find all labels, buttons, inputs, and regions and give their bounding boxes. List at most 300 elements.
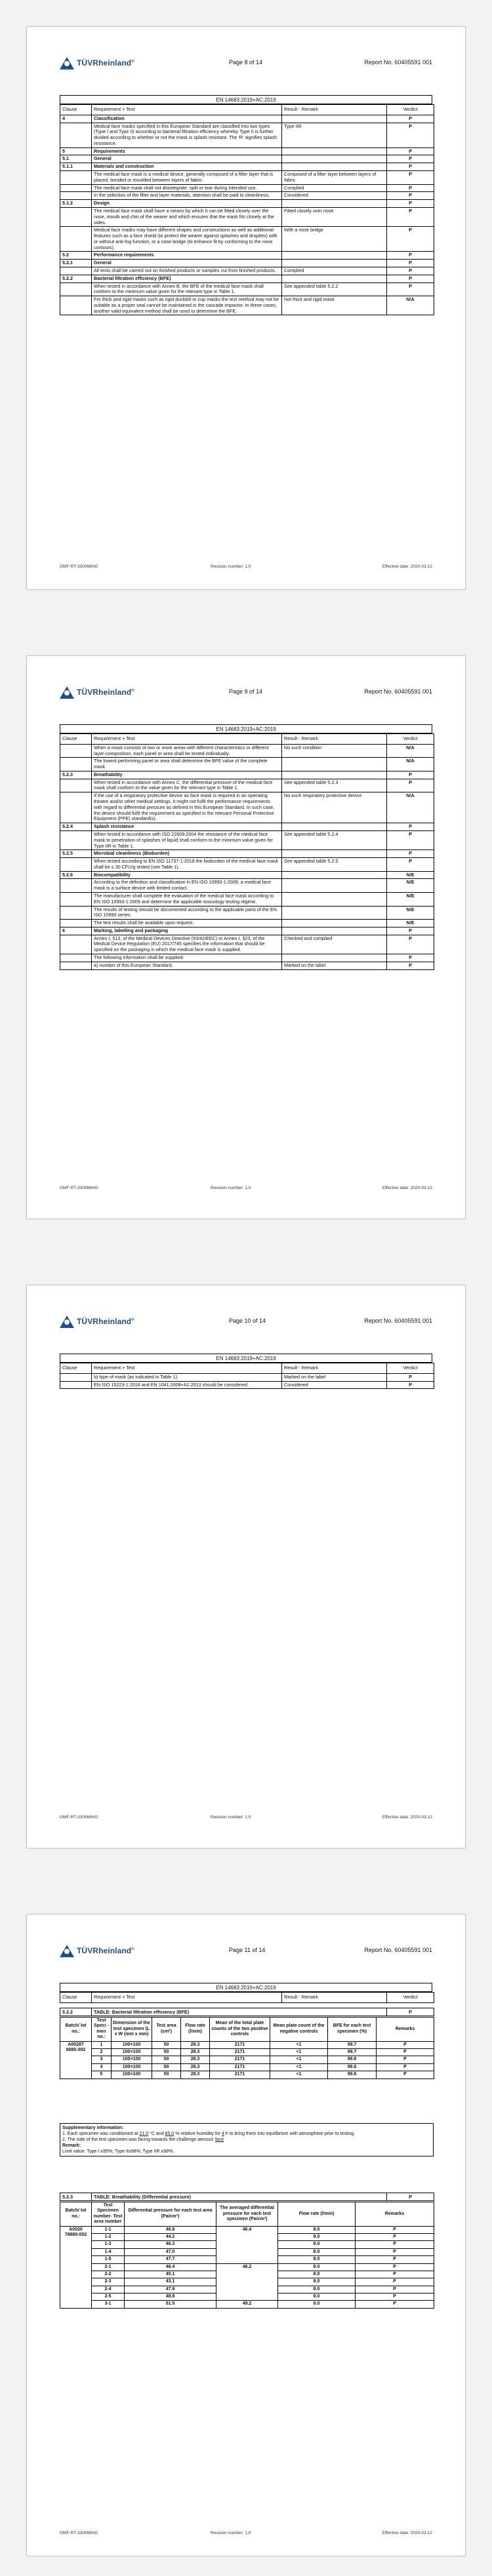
- table-row: [60, 260, 434, 267]
- cell-verdict: P: [387, 935, 434, 954]
- table-row: [60, 267, 434, 275]
- cell-requirement: When tested according to EN ISO 11737-1:2018 the bioburden of the medical face mask shall be ≤ 30 CFU/g tested (see Table 1).: [92, 858, 282, 872]
- cell-requirement: General: [92, 260, 282, 267]
- col-verdict: Verdict: [387, 105, 434, 115]
- remark: P: [356, 2226, 434, 2233]
- bfe-cell: 4: [92, 2063, 112, 2071]
- averaged-pressure: 49.2: [216, 2301, 278, 2308]
- breath-header: Test Specimen number- Test area number: [92, 2202, 125, 2227]
- bfe-cell: 50: [152, 2041, 181, 2048]
- cell-requirement: General: [92, 155, 282, 163]
- cell-verdict: P: [387, 962, 434, 969]
- cell-verdict: N/A: [387, 758, 434, 771]
- cell-result: Marked on the label: [282, 1373, 387, 1381]
- cell-result: [282, 200, 387, 208]
- cell-clause: [60, 296, 92, 315]
- cell-requirement: Breathability: [92, 771, 282, 779]
- breath-header: Batch/ lot no.:: [60, 2202, 92, 2227]
- cell-requirement: Medical face masks may have different shapes and constructions as well as additional features such as a face shield (to protect the wearer against splashes and droplets) with or without anti-fog function, or a nose bridge (to enhance fit by conforming to the nose contours).: [92, 227, 282, 252]
- conditioning-temperature: 21.0: [139, 2132, 149, 2137]
- cell-requirement: EN ISO 15223-1:2016 and EN 1041:2008+A1:2013 should be considered.: [92, 1381, 282, 1389]
- differential-pressure: 46.4: [125, 2263, 216, 2271]
- bfe-cell: 2171: [210, 2056, 270, 2063]
- cell-result: [282, 823, 387, 831]
- cell-requirement: The lowest performing panel or area shall determine the BFE value of the complete mask.: [92, 758, 282, 771]
- bfe-header: Test area (cm²): [152, 2018, 181, 2042]
- cell-clause: [60, 192, 92, 200]
- cell-clause: [60, 879, 92, 893]
- table-row: [60, 207, 434, 226]
- cell-result: [282, 879, 387, 893]
- remark: P: [356, 2278, 434, 2286]
- differential-pressure: 46.3: [125, 2241, 216, 2248]
- breath-header: The averaged differential pressure for each test specimen (Pa/cm²): [216, 2202, 278, 2227]
- cell-verdict: P: [387, 858, 434, 872]
- col-clause: Clause: [60, 105, 92, 115]
- flow-rate: 8.0: [278, 2226, 356, 2233]
- bfe-cell: 28.3: [181, 2071, 210, 2078]
- cell-requirement: The medical face mask shall have a means by which it can be fitted closely over the nose, mouth and chin of the wearer and which ensures that the mask fits closely at the sides.: [92, 207, 282, 226]
- cell-verdict: N/A: [387, 792, 434, 823]
- col-requirement: Requirement + Test: [92, 734, 282, 745]
- remark: P: [356, 2271, 434, 2278]
- report-number: Report No. 60405591 001: [364, 1947, 432, 1953]
- batch-number: A00287 8880-002: [60, 2041, 92, 2078]
- cell-result: [282, 260, 387, 267]
- cell-verdict: P: [387, 283, 434, 296]
- table-row: [60, 252, 434, 260]
- bfe-header: BFE for each test specimen (%): [328, 2018, 377, 2042]
- averaged-pressure: 46.2: [216, 2263, 278, 2301]
- bfe-cell: 100×100: [112, 2056, 152, 2063]
- cell-result: Complied: [282, 184, 387, 192]
- report-page-11: TÜVRheinland® Page 11 of 14 Report No. 60405591 001 EN 14683:2019+AC:2019 Clause Requirement + Test Result - Remark Verdict 5.2.2 TABLE: Bacterial filtration efficiency (BFE) P Batch/ lot no.: Test Speci -men no.: Dimension of the test specimen (L x W (mm x mm) Test area (cm²) Flow rate (l/min) Mean of the total plate counts of the two positive controls Mean plate count of the negative controls BFE for each test specimen (%) Remarks A00287 8880-002 1 100×100 50 28.3 2171 <1 99.7 P 2 100×100 50 28.3 2171 <1 99.7 P 3 100×100 50 28.3 2171 <1 99.8 P 4 100×100 50 28.3 2171 <1 99.8 P 5 100×100 50 28.3 2171 <1 99.8 P Supplementary information: 1. Each specimen was conditioned at 21.0 °C and 85.0 % relative humidity for 4 h to bring them into equilibrium with atmosphere prior to testing. 2. The side of the test specimen was facing towards the challenge aerosol: face Remark: Limit value: Type I ≥95%; Type II≥98%; Type IIR ≥98%. 5.2.3 TABLE: Breathability (Differential pressure) P Batch/ lot no.: Test Specimen number- Test area number Differential pressure for each test area (Pa/cm²) The averaged differential pressure for each test specimen (Pa/cm²) Flow rate (l/min) Remarks A0020 78880-002 1-1 46.8 46.4 8.0 P 1-2 44.2 8.0 P 1-3 46.3 8.0 P 1-4 47.0 8.0 P 1-5 47.7 8.0 P 2-1 46.4 46.2 8.0 P 2-2 45.1 8.0 P 2-3 43.1 8.0 P 2-4 47.9 8.0 P 2-5 48.8 8.0 P 3-1 51.5 49.2 8.0 P GMF-RT-330068HG Revision number: 1.0 Effective date: 2020-03-12: [26, 1914, 466, 2556]
- differential-pressure: 46.8: [125, 2226, 216, 2233]
- cell-clause: [60, 962, 92, 969]
- cell-clause: 5.2.6: [60, 871, 92, 879]
- page-header: [60, 684, 432, 701]
- specimen-area: 1-3: [92, 2241, 125, 2248]
- cell-verdict: P: [387, 147, 434, 155]
- flow-rate: 8.0: [278, 2248, 356, 2255]
- cell-requirement: Bacterial filtration efficiency (BFE): [92, 275, 282, 283]
- bfe-cell: P: [377, 2056, 434, 2063]
- cell-requirement: When tested in accordance with Annex B, the BFE of the medical face mask shall conform to the minimum value given for the relevant type in Table 1.: [92, 283, 282, 296]
- cell-clause: [60, 184, 92, 192]
- col-requirement: Requirement + Test: [92, 1363, 282, 1374]
- table-row: [60, 920, 434, 927]
- cell-verdict: P: [387, 252, 434, 260]
- bfe-header: Batch/ lot no.:: [60, 2018, 92, 2042]
- table-row: [60, 2263, 434, 2271]
- cell-requirement: Biocompatibility: [92, 871, 282, 879]
- table-row: [60, 283, 434, 296]
- cell-result: Fitted closely over nose: [282, 207, 387, 226]
- flow-rate: 8.0: [278, 2256, 356, 2263]
- bfe-cell: P: [377, 2071, 434, 2078]
- cell-clause: [60, 123, 92, 147]
- bfe-cell: P: [377, 2063, 434, 2071]
- cell-clause: [60, 954, 92, 962]
- table-row: [60, 1381, 434, 1389]
- table-row: [60, 1373, 434, 1381]
- cell-clause: [60, 858, 92, 872]
- bfe-cell: 100×100: [112, 2048, 152, 2056]
- cell-requirement: Medical face masks specified in this European Standard are classified into two types (Type I and Type II) according to bacterial filtration efficiency whereby Type II is further divided according to whether or not the mask is splash resistant. The 'R' signifies splash resistance.: [92, 123, 282, 147]
- cell-result: [282, 771, 387, 779]
- cell-requirement: Materials and construction: [92, 163, 282, 171]
- cell-result: Complied: [282, 267, 387, 275]
- bfe-cell: 99.8: [328, 2056, 377, 2063]
- cell-result: Not thick and rigid mask: [282, 296, 387, 315]
- cell-requirement: When a mask consists of two or more areas with different characteristics or different layer-composition, each panel or area shall be tested individually.: [92, 744, 282, 758]
- bfe-cell: 50: [152, 2063, 181, 2071]
- table-row: [60, 155, 434, 163]
- cell-verdict: P: [387, 830, 434, 849]
- cell-verdict: N/A: [387, 296, 434, 315]
- cell-verdict: P: [387, 1381, 434, 1389]
- conditioning-hours: 4: [221, 2132, 224, 2137]
- cell-requirement: The test results shall be available upon request.: [92, 920, 282, 927]
- cell-clause: [60, 744, 92, 758]
- breath-header: Remarks: [356, 2202, 434, 2227]
- cell-requirement: Performance requirements: [92, 252, 282, 260]
- flow-rate: 8.0: [278, 2263, 356, 2271]
- cell-clause: 5: [60, 147, 92, 155]
- cell-verdict: P: [387, 260, 434, 267]
- conditioning-humidity: 85.0: [165, 2132, 174, 2137]
- cell-requirement: Design: [92, 200, 282, 208]
- bfe-cell: 5: [92, 2071, 112, 2078]
- bfe-cell: 99.8: [328, 2071, 377, 2078]
- bfe-cell: 28.3: [181, 2056, 210, 2063]
- cell-clause: [60, 1373, 92, 1381]
- col-result: Result - Remark: [282, 105, 387, 115]
- cell-clause: 5.1.1: [60, 163, 92, 171]
- specimen-area: 1-4: [92, 2248, 125, 2255]
- cell-verdict: P: [387, 954, 434, 962]
- cell-result: [282, 115, 387, 123]
- cell-verdict: N/E: [387, 906, 434, 920]
- bfe-cell: <1: [270, 2071, 328, 2078]
- cell-verdict: P: [387, 123, 434, 147]
- cell-requirement: If the use of a respiratory protective device as face mask is required in an operating theatre and/or other medical settings, it might not fulfil the performance requirements with regard to differential pressure as defined in this European Standard. In such case, the device should fulfil the requirement as specified in the relevant Personal Protective Equipment (PPE) standard(s).: [92, 792, 282, 823]
- col-clause: Clause: [60, 1363, 92, 1374]
- bfe-cell: 1: [92, 2041, 112, 2048]
- differential-pressure: 44.2: [125, 2233, 216, 2240]
- differential-pressure: 47.7: [125, 2256, 216, 2263]
- table-row: [60, 2048, 434, 2056]
- specimen-area: 1-2: [92, 2233, 125, 2240]
- cell-verdict: P: [387, 275, 434, 283]
- specimen-area: 2-1: [92, 2263, 125, 2271]
- table-row: [60, 892, 434, 906]
- bfe-clause: 5.2.2: [60, 2008, 92, 2016]
- table-row: [60, 758, 434, 771]
- col-clause: Clause: [60, 1993, 92, 2003]
- bfe-verdict: P: [387, 2008, 434, 2016]
- bfe-cell: <1: [270, 2041, 328, 2048]
- cell-result: [282, 147, 387, 155]
- bfe-cell: 2171: [210, 2063, 270, 2071]
- cell-requirement: The following information shall be supplied:: [92, 954, 282, 962]
- bfe-cell: <1: [270, 2063, 328, 2071]
- table-row: [60, 954, 434, 962]
- cell-result: Considered: [282, 192, 387, 200]
- cell-result: No such condition: [282, 744, 387, 758]
- cell-requirement: When tested in accordance with Annex C, the differential pressure of the medical face mask shall conform to the value given for the relevant type in Table 1.: [92, 779, 282, 792]
- standard-title: EN 14683:2019+AC:2019: [60, 1354, 432, 1363]
- remark: P: [356, 2248, 434, 2255]
- bfe-cell: 99.7: [328, 2041, 377, 2048]
- cell-clause: [60, 171, 92, 185]
- requirements-table: [60, 1363, 434, 1389]
- page-header: [60, 1942, 432, 1959]
- tuv-logo: TÜVRheinland®: [60, 1313, 134, 1330]
- bfe-cell: P: [377, 2048, 434, 2056]
- bfe-cell: 3: [92, 2056, 112, 2063]
- table-row: [60, 2063, 434, 2071]
- table-row: [60, 2041, 434, 2048]
- bfe-cell: <1: [270, 2048, 328, 2056]
- cell-requirement: a) number of this European Standard;: [92, 962, 282, 969]
- breathability-table: [60, 2202, 434, 2309]
- remark: P: [356, 2233, 434, 2240]
- cell-clause: 5.2.1: [60, 260, 92, 267]
- breath-header: Flow rate (l/min): [278, 2202, 356, 2227]
- cell-clause: 5.2.3: [60, 771, 92, 779]
- cell-clause: [60, 906, 92, 920]
- flow-rate: 8.0: [278, 2286, 356, 2293]
- table-row: [60, 823, 434, 831]
- bfe-cell: 100×100: [112, 2071, 152, 2078]
- cell-result: [282, 850, 387, 858]
- table-row: [60, 858, 434, 872]
- bfe-header: Mean of the total plate counts of the two positive controls: [210, 2018, 270, 2042]
- col-requirement: Requirement + Test: [92, 1993, 282, 2003]
- cell-clause: [60, 758, 92, 771]
- table-row: [60, 879, 434, 893]
- page-number: Page 10 of 14: [229, 1317, 266, 1324]
- differential-pressure: 51.5: [125, 2301, 216, 2308]
- cell-verdict: P: [387, 155, 434, 163]
- differential-pressure: 45.1: [125, 2271, 216, 2278]
- cell-result: [282, 155, 387, 163]
- cell-verdict: P: [387, 192, 434, 200]
- cell-result: Marked on the label: [282, 962, 387, 969]
- cell-clause: [60, 920, 92, 927]
- specimen-area: 2-5: [92, 2293, 125, 2301]
- bfe-cell: 2171: [210, 2048, 270, 2056]
- table-row: [60, 184, 434, 192]
- remark: P: [356, 2286, 434, 2293]
- bfe-cell: <1: [270, 2056, 328, 2063]
- differential-pressure: 48.8: [125, 2293, 216, 2301]
- bfe-cell: P: [377, 2041, 434, 2048]
- cell-clause: 4: [60, 115, 92, 123]
- cell-clause: [60, 892, 92, 906]
- facing-side: face: [215, 2137, 224, 2143]
- report-page-10: TÜVRheinland® Page 10 of 14 Report No. 60405591 001 EN 14683:2019+AC:2019 Clause Requirement + Test Result - Remark Verdict b) type of mask (as indicated in Table 1). Marked on the label P EN ISO 15223-1:2016 and EN 1041:2008+A1:2013 should be considered. Considered P GMF-RT-330068HG Revision number: 1.0 Effective date: 2020-03-12: [26, 1285, 466, 1848]
- cell-result: [282, 927, 387, 935]
- cell-verdict: P: [387, 227, 434, 252]
- table-row: [60, 2301, 434, 2308]
- cell-result: [282, 275, 387, 283]
- cell-result: No such respiratory protective device: [282, 792, 387, 823]
- table-row: [60, 935, 434, 954]
- batch-number: A0020 78880-002: [60, 2226, 92, 2308]
- tuv-logo: TÜVRheinland®: [60, 684, 134, 701]
- breath-verdict: P: [387, 2193, 434, 2201]
- cell-clause: [60, 1381, 92, 1389]
- tuv-triangle-icon: [60, 1945, 74, 1957]
- breath-table-title: TABLE: Breathability (Differential pressure): [92, 2193, 387, 2201]
- cell-clause: 5.2.2: [60, 275, 92, 283]
- cell-requirement: Marking, labelling and packaging: [92, 927, 282, 935]
- cell-clause: [60, 227, 92, 252]
- breath-header: Differential pressure for each test area (Pa/cm²): [125, 2202, 216, 2227]
- cell-result: Considered: [282, 1381, 387, 1389]
- bfe-header: Flow rate (l/min): [181, 2018, 210, 2042]
- table-row: [60, 927, 434, 935]
- cell-requirement: The medical face mask shall not disintegrate, split or tear during intended use.: [92, 184, 282, 192]
- tuv-triangle-icon: [60, 686, 74, 699]
- cell-requirement: b) type of mask (as indicated in Table 1).: [92, 1373, 282, 1381]
- cell-verdict: P: [387, 184, 434, 192]
- remark: P: [356, 2301, 434, 2308]
- cell-result: See appended table 5.2.4: [282, 830, 387, 849]
- col-result: Result - Remark: [282, 734, 387, 745]
- cell-clause: 5.1: [60, 155, 92, 163]
- cell-clause: [60, 792, 92, 823]
- bfe-cell: 28.3: [181, 2041, 210, 2048]
- cell-requirement: The medical face mask is a medical device, generally composed of a filter layer that is placed, bonded or moulded between layers of fabric.: [92, 171, 282, 185]
- col-verdict: Verdict: [387, 734, 434, 745]
- cell-clause: [60, 267, 92, 275]
- cell-verdict: P: [387, 267, 434, 275]
- differential-pressure: 43.1: [125, 2278, 216, 2286]
- cell-requirement: Classification: [92, 115, 282, 123]
- bfe-table: [60, 2017, 434, 2079]
- bfe-cell: 99.8: [328, 2063, 377, 2071]
- specimen-area: 3-1: [92, 2301, 125, 2308]
- cell-result: [282, 892, 387, 906]
- col-verdict: Verdict: [387, 1363, 434, 1374]
- report-number: Report No. 60405591 001: [364, 1317, 432, 1324]
- cell-requirement: For thick and rigid masks such as rigid duckbill or cup masks the test method may not be suitable as a proper seal cannot be maintained in the cascade impactor. In these cases, another valid equivalent method shall be used to determine the BFE.: [92, 296, 282, 315]
- tuv-logo: TÜVRheinland®: [60, 1942, 134, 1959]
- cell-clause: [60, 207, 92, 226]
- cell-result: See appended table 5.2.5: [282, 858, 387, 872]
- cell-result: [282, 871, 387, 879]
- averaged-pressure: 46.4: [216, 2226, 278, 2263]
- flow-rate: 8.0: [278, 2301, 356, 2308]
- table-row: [60, 163, 434, 171]
- page-number: Page 8 of 14: [229, 59, 263, 66]
- bfe-cell: 28.3: [181, 2063, 210, 2071]
- differential-pressure: 47.0: [125, 2248, 216, 2255]
- cell-verdict: N/E: [387, 871, 434, 879]
- cell-clause: [60, 283, 92, 296]
- bfe-cell: 100×100: [112, 2063, 152, 2071]
- bfe-cell: 50: [152, 2048, 181, 2056]
- cell-verdict: N/E: [387, 892, 434, 906]
- cell-clause: [60, 935, 92, 954]
- table-row: [60, 115, 434, 123]
- cell-clause: [60, 830, 92, 849]
- cell-result: With a nose bridge: [282, 227, 387, 252]
- cell-requirement: The manufacturer shall complete the evaluation of the medical face mask according to EN ISO 10993-1:2009 and determine the applicable toxicology testing regime.: [92, 892, 282, 906]
- table-row: [60, 962, 434, 969]
- cell-verdict: P: [387, 115, 434, 123]
- cell-verdict: P: [387, 850, 434, 858]
- breathability-section-title: [60, 2193, 434, 2201]
- cell-result: See appended table 5.2.3: [282, 779, 387, 792]
- breath-clause: 5.2.3: [60, 2193, 92, 2201]
- tuv-triangle-icon: [60, 57, 74, 69]
- cell-result: See appended table 5.2.2: [282, 283, 387, 296]
- col-clause: Clause: [60, 734, 92, 745]
- cell-verdict: N/A: [387, 744, 434, 758]
- cell-requirement: Requirements: [92, 147, 282, 155]
- bfe-header: Mean plate count of the negative controls: [270, 2018, 328, 2042]
- table-row: [60, 296, 434, 315]
- table-row: [60, 871, 434, 879]
- bfe-cell: 50: [152, 2056, 181, 2063]
- cell-verdict: P: [387, 1373, 434, 1381]
- bfe-cell: 2: [92, 2048, 112, 2056]
- cell-clause: 5.2.5: [60, 850, 92, 858]
- cell-clause: 5.1.2: [60, 200, 92, 208]
- specimen-area: 2-2: [92, 2271, 125, 2278]
- flow-rate: 8.0: [278, 2278, 356, 2286]
- page-header: [60, 54, 432, 71]
- bfe-cell: 2171: [210, 2041, 270, 2048]
- cell-result: [282, 954, 387, 962]
- page-number: Page 9 of 14: [229, 688, 263, 695]
- cell-result: [282, 906, 387, 920]
- specimen-area: 1-1: [92, 2226, 125, 2233]
- flow-rate: 8.0: [278, 2241, 356, 2248]
- table-row: [60, 771, 434, 779]
- cell-result: Type IIR: [282, 123, 387, 147]
- cell-verdict: P: [387, 207, 434, 226]
- table-row: [60, 147, 434, 155]
- cell-requirement: According to the definition and classification in EN ISO 10993-1:2009, a medical face mask is a surface device with limited contact.: [92, 879, 282, 893]
- report-number: Report No. 60405591 001: [364, 688, 432, 695]
- table-row: [60, 744, 434, 758]
- cell-verdict: N/E: [387, 879, 434, 893]
- table-row: [60, 171, 434, 185]
- cell-clause: 5.2.4: [60, 823, 92, 831]
- cell-clause: [60, 779, 92, 792]
- table-row: [60, 123, 434, 147]
- cell-requirement: The results of testing should be documented according to the applicable parts of the EN ISO 10993 series.: [92, 906, 282, 920]
- standard-title: EN 14683:2019+AC:2019: [60, 95, 432, 104]
- bfe-table-title: TABLE: Bacterial filtration efficiency (BFE): [92, 2008, 387, 2016]
- differential-pressure: 47.9: [125, 2286, 216, 2293]
- cell-clause: 6: [60, 927, 92, 935]
- table-row: [60, 792, 434, 823]
- table-row: [60, 2056, 434, 2063]
- tuv-logo: TÜVRheinland®: [60, 54, 134, 71]
- report-number: Report No. 60405591 001: [364, 59, 432, 66]
- cell-verdict: P: [387, 163, 434, 171]
- report-page-9: TÜVRheinland® Page 9 of 14 Report No. 60405591 001 EN 14683:2019+AC:2019 Clause Requirement + Test Result - Remark Verdict When a mask consists of two or more areas with different characteristics or different layer-composition, each panel or area shall be tested individually. No such condition N/A The lowest performing panel or area shall determine the BFE value of the complete mask. N/A 5.2.3 Breathability P When tested in accordance with Annex C, the differential pressure of the medical face mask shall conform to the value given for the relevant type in Table 1. See appended table 5.2.3 P If the use of a respiratory protective device as face mask is required in an operating theatre and/or other medical settings, it might not fulfil the performance requirements with regard to differential pressure as defined in this European Standard. In such case, the device should fulfil the requirement as specified in the relevant Personal Protective Equipment (PPE) standard(s). No such respiratory protective device N/A 5.2.4 Splash resistance P When tested in accordance with ISO 22609:2004 the resistance of the medical face mask to penetration of splashes of liquid shall conform to the minimum value given for Type IIR in Table 1. See appended table 5.2.4 P 5.2.5 Microbial cleanliness (Bioburden) P When tested according to EN ISO 11737-1:2018 the bioburden of the medical face mask shall be ≤ 30 CFU/g tested (see Table 1). See appended table 5.2.5 P 5.2.6 Biocompatibility N/E According to the definition and classification in EN ISO 10993-1:2009, a medical face mask is a surface device with limited contact. N/E The manufacturer shall complete the evaluation of the medical face mask according to EN ISO 10993-1:2009 and determine the applicable toxicology testing regime. N/E The results of testing should be documented according to the applicable parts of the EN ISO 10993 series. N/E The test results shall be available upon request. N/E 6 Marking, labelling and packaging P Annex I, §13, of the Medical Devices Directive (93/42/EEC) or Annex I, §23, of the Medical Device Regulation (EU) 2017/745 specifies the information that should be specified on the packaging in which the medical face mask is supplied. Checked and complied P The following information shall be supplied: P a) number of this European Standard; Marked on the label P GMF-RT-330068HG Revision number: 1.0 Effective date: 2020-03-12: [26, 655, 466, 1219]
- specimen-area: 2-4: [92, 2286, 125, 2293]
- bfe-cell: 2171: [210, 2071, 270, 2078]
- cell-requirement: When tested in accordance with ISO 22609:2004 the resistance of the medical face mask to penetration of splashes of liquid shall conform to the minimum value given for Type IIR in Table 1.: [92, 830, 282, 849]
